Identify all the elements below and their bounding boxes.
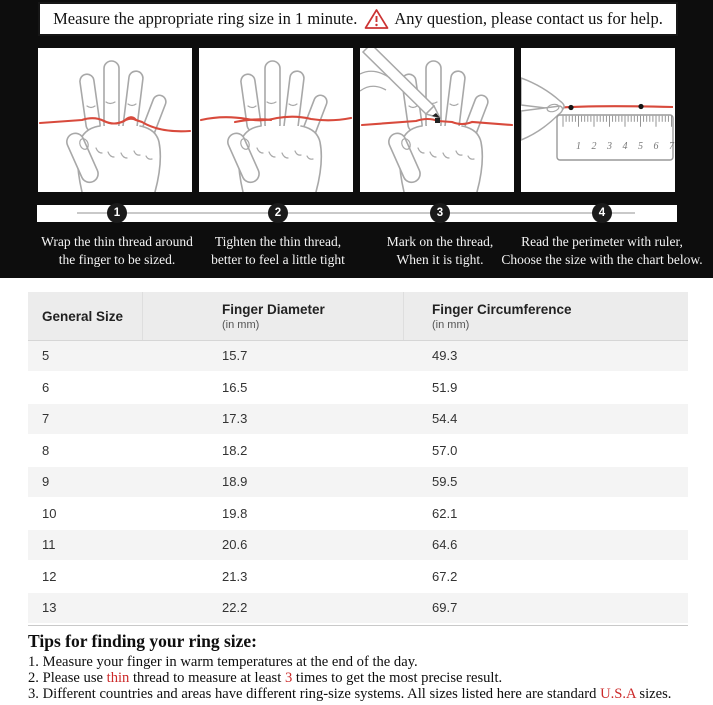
step-circle-3: 3 bbox=[430, 203, 450, 223]
tip-item bbox=[28, 671, 700, 687]
tip-text: sizes. bbox=[635, 685, 672, 702]
hand-mark-thread-illustration bbox=[360, 48, 514, 192]
tip-text: thread to measure at least bbox=[129, 669, 285, 686]
ruler-number: 7 bbox=[669, 141, 674, 152]
tips-title: Tips for finding your ring size: bbox=[28, 631, 257, 651]
header-general-size bbox=[28, 292, 143, 340]
step-circle-2: 2 bbox=[268, 203, 288, 223]
hand-wrap-thread-illustration bbox=[38, 48, 192, 192]
table-row bbox=[28, 436, 688, 468]
header-label: Finger Circumference bbox=[432, 301, 572, 317]
ring-size-table bbox=[28, 292, 688, 626]
step-connector-line bbox=[77, 212, 635, 214]
cell-general-size: 7 bbox=[42, 411, 50, 427]
table-row bbox=[28, 593, 688, 625]
cell-general-size: 8 bbox=[42, 442, 50, 458]
caption-line: Mark on the thread, bbox=[386, 234, 494, 249]
step-circle-4: 4 bbox=[592, 203, 612, 223]
cell-general-size: 10 bbox=[42, 505, 57, 521]
cell-general-size: 12 bbox=[42, 568, 57, 584]
ruler-icon bbox=[557, 115, 675, 160]
header-unit: (in mm) bbox=[432, 318, 470, 331]
cell-finger-diameter: 20.6 bbox=[222, 537, 248, 553]
caption-line: Tighten the thin thread, bbox=[214, 234, 342, 249]
cell-general-size: 11 bbox=[42, 537, 56, 553]
caption-line: Wrap the thin thread around bbox=[41, 234, 193, 249]
hand-tighten-thread-illustration bbox=[199, 48, 353, 192]
cell-finger-circumference: 67.2 bbox=[432, 568, 458, 584]
table-row bbox=[28, 373, 688, 405]
caption-line: When it is tight. bbox=[396, 251, 484, 267]
header-finger-circumference bbox=[404, 302, 688, 331]
step-caption-4 bbox=[497, 233, 707, 268]
banner-text-after: Any question, please contact us for help. bbox=[394, 9, 663, 28]
header-finger-diameter bbox=[143, 292, 404, 340]
cell-general-size: 6 bbox=[42, 379, 50, 395]
tip-text: 2. Please use bbox=[28, 669, 107, 686]
cell-finger-circumference: 57.0 bbox=[432, 442, 458, 458]
measure-dot-start bbox=[568, 105, 573, 110]
header-banner bbox=[38, 2, 678, 36]
tip-text: 3. Different countries and areas have different ring-size systems. All sizes listed here are standard bbox=[28, 685, 601, 702]
table-row bbox=[28, 341, 688, 373]
cell-finger-diameter: 16.5 bbox=[222, 379, 248, 395]
size-table-body bbox=[28, 341, 688, 625]
ruler-number: 1 bbox=[576, 141, 581, 152]
tip-highlight: U.S.A bbox=[600, 685, 636, 702]
cell-finger-diameter: 18.2 bbox=[222, 442, 248, 458]
cell-finger-diameter: 15.7 bbox=[222, 348, 248, 364]
panel-wrap-thread bbox=[38, 48, 192, 192]
tips-list bbox=[28, 655, 700, 702]
caption-line: the finger to be sized. bbox=[58, 251, 176, 267]
cell-finger-circumference: 49.3 bbox=[432, 348, 458, 364]
table-row bbox=[28, 499, 688, 531]
instruction-section bbox=[0, 0, 713, 278]
caption-line: better to feel a little tight bbox=[211, 251, 345, 267]
ruler-number: 6 bbox=[653, 141, 659, 152]
ruler-number: 4 bbox=[622, 141, 628, 152]
tip-item bbox=[28, 655, 700, 671]
cell-finger-diameter: 22.2 bbox=[222, 600, 248, 616]
cell-finger-diameter: 19.8 bbox=[222, 505, 248, 521]
table-header bbox=[28, 292, 688, 341]
cell-finger-circumference: 69.7 bbox=[432, 600, 458, 616]
tip-item bbox=[28, 687, 700, 703]
cell-finger-diameter: 18.9 bbox=[222, 474, 248, 490]
ruler-number: 3 bbox=[607, 141, 612, 152]
table-row bbox=[28, 562, 688, 594]
tip-text: 1. Measure your finger in warm temperatures at the end of the day. bbox=[28, 654, 418, 670]
cell-finger-circumference: 62.1 bbox=[432, 505, 458, 521]
panel-read-ruler bbox=[521, 48, 675, 192]
banner-text-before: Measure the appropriate ring size in 1 minute. bbox=[53, 9, 358, 28]
tips-section bbox=[28, 631, 700, 702]
cell-finger-circumference: 59.5 bbox=[432, 474, 458, 490]
cell-finger-circumference: 64.6 bbox=[432, 537, 458, 553]
caption-line: Read the perimeter with ruler, bbox=[521, 234, 683, 249]
header-label: General Size bbox=[42, 308, 124, 324]
table-row bbox=[28, 404, 688, 436]
cell-finger-diameter: 21.3 bbox=[222, 568, 248, 584]
header-unit: (in mm) bbox=[222, 318, 260, 331]
panel-tighten-thread bbox=[199, 48, 353, 192]
tip-text: times to get the most precise result. bbox=[292, 669, 503, 686]
caption-line: Choose the size with the chart below. bbox=[501, 251, 703, 267]
cell-general-size: 5 bbox=[42, 348, 50, 364]
measure-dot-end bbox=[638, 104, 643, 109]
step-circle-1: 1 bbox=[107, 203, 127, 223]
tip-highlight: 3 bbox=[284, 669, 293, 686]
header-label: Finger Diameter bbox=[222, 301, 325, 317]
cell-finger-circumference: 54.4 bbox=[432, 411, 458, 427]
ruler-number: 5 bbox=[638, 141, 643, 152]
panel-mark-thread bbox=[360, 48, 514, 192]
thread-mark bbox=[435, 118, 440, 123]
cell-finger-diameter: 17.3 bbox=[222, 411, 248, 427]
table-row bbox=[28, 467, 688, 499]
step-captions bbox=[0, 233, 713, 273]
cell-general-size: 9 bbox=[42, 474, 50, 490]
warning-triangle-icon bbox=[364, 8, 389, 30]
ruler-number: 2 bbox=[591, 141, 597, 152]
cell-finger-circumference: 51.9 bbox=[432, 379, 458, 395]
step-progress-bar bbox=[37, 205, 677, 222]
tip-highlight: thin bbox=[106, 669, 130, 686]
table-row bbox=[28, 530, 688, 562]
ruler-measure-illustration bbox=[521, 48, 675, 192]
cell-general-size: 13 bbox=[42, 600, 57, 616]
illustration-panels bbox=[38, 48, 677, 192]
